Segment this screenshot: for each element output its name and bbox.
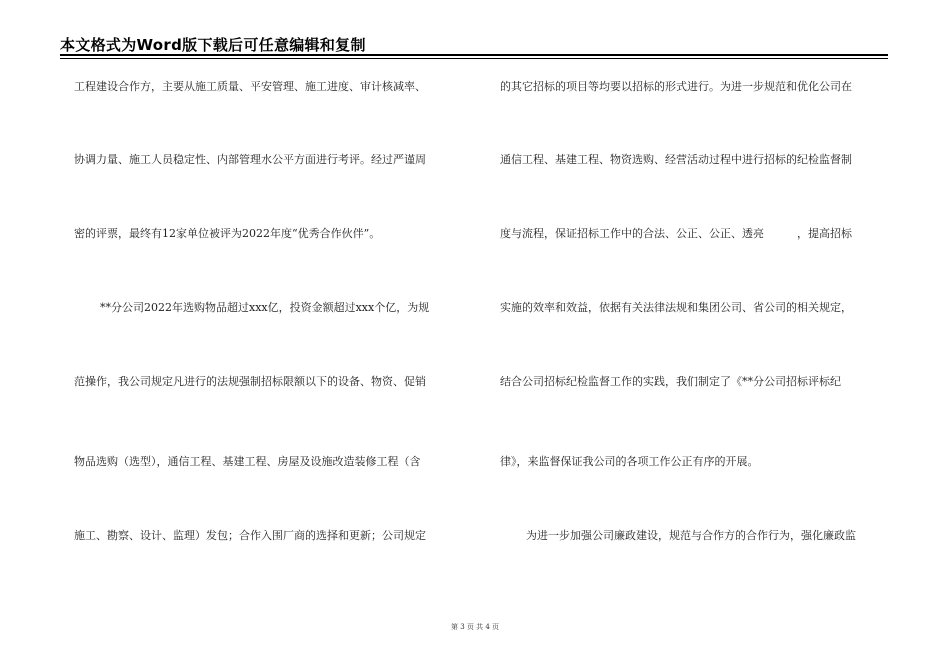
document-header-title: 本文格式为Word版下载后可任意编辑和复制 [60, 36, 366, 54]
text-line: 度与流程，保证招标工作中的合法、公正、公正、透亮 ，提高招标 [500, 227, 852, 240]
text-line: **分公司2022年选购物品超过xxx亿，投资金额超过xxx个亿，为规 [100, 301, 430, 314]
text-line: 实施的效率和效益，依据有关法律法规和集团公司、省公司的相关规定， [500, 301, 852, 314]
text-line: 通信工程、基建工程、物资选购、经营活动过程中进行招标的纪检监督制 [500, 153, 852, 166]
header-rule-thick [60, 54, 888, 56]
text-line: 工程建设合作方，主要从施工质量、平安管理、施工进度、审计核减率、 [74, 80, 426, 93]
text-line: 为进一步加强公司廉政建设，规范与合作方的合作行为，强化廉政监 [526, 529, 856, 542]
text-line: 物品选购（选型），通信工程、基建工程、房屋及设施改造装修工程（含 [74, 455, 421, 468]
text-line: 施工、勘察、设计、监理）发包；合作入围厂商的选择和更新；公司规定 [74, 529, 426, 542]
page-number-footer: 第 3 页 共 4 页 [450, 623, 500, 631]
text-line: 协调力量、施工人员稳定性、内部管理水公平方面进行考评。经过严谨周 [74, 153, 426, 166]
text-line: 律》，来监督保证我公司的各项工作公正有序的开展。 [500, 455, 759, 468]
text-line: 结合公司招标纪检监督工作的实践，我们制定了《**分公司招标评标纪 [500, 375, 841, 388]
text-line: 的其它招标的项目等均要以招标的形式进行。为进一步规范和优化公司在 [500, 80, 852, 93]
text-line: 密的评票，最终有12家单位被评为2022年度“优秀合作伙伴”。 [74, 227, 381, 240]
header-rule-thin [60, 58, 888, 59]
text-line: 范操作，我公司规定凡进行的法规强制招标限额以下的设备、物资、促销 [74, 375, 426, 388]
